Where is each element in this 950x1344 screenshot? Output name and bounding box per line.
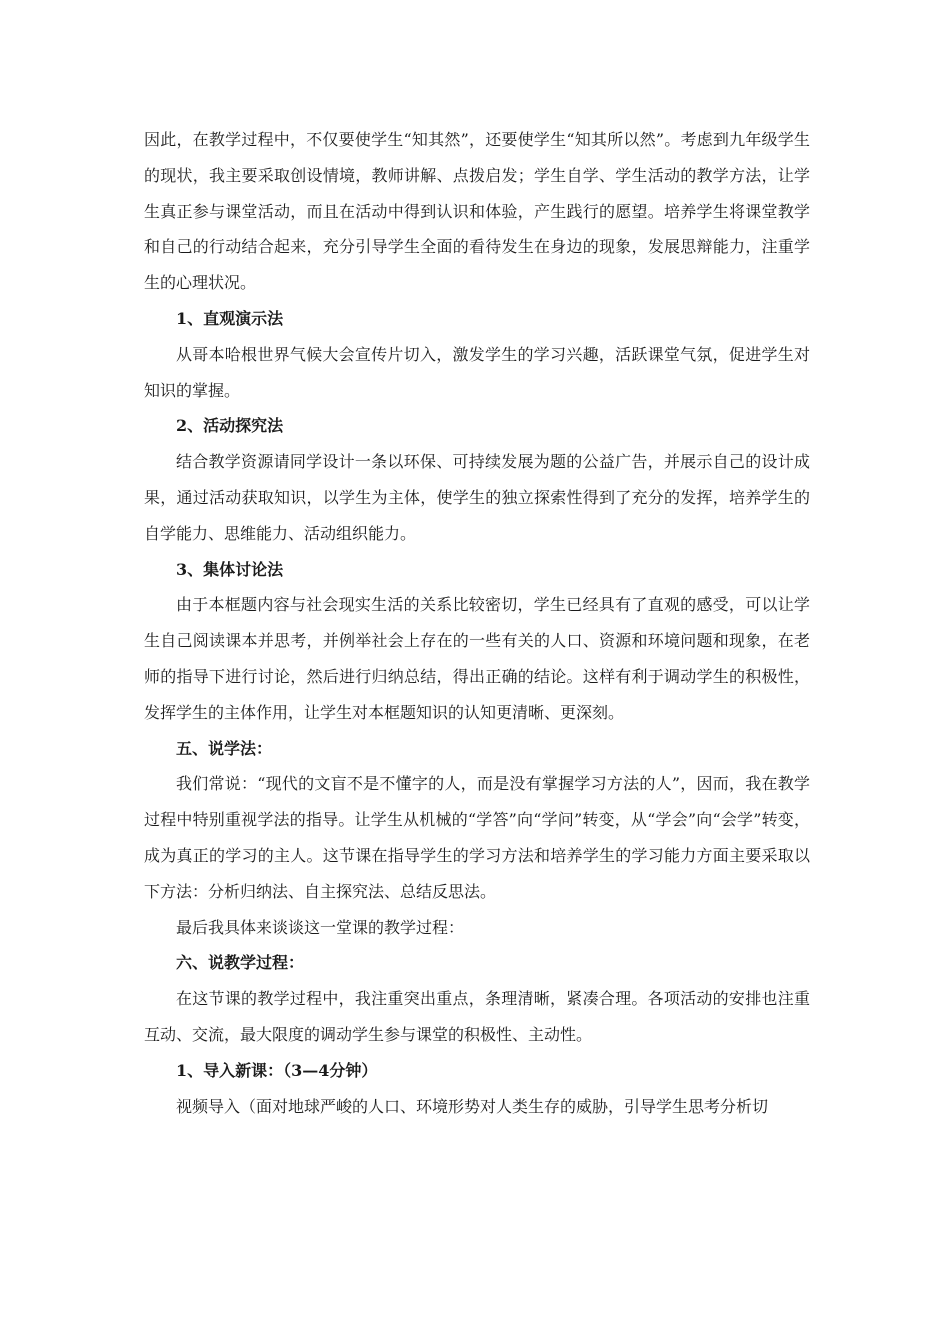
paragraph-learning-methods: 我们常说：“现代的文盲不是不懂字的人，而是没有掌握学习方法的人”，因而，我在教学过程中特别重视学法的指导。让学生从机械的“学答”向“学问”转变，从“学会”向“会学”转变，成为真正的学习的主人。这节课在指导学生的学习方法和培养学生的学习能力方面主要采取以下方法：分析归纳法、自主探究法、总结反思法。 — [144, 774, 810, 901]
paragraph-teaching-process: 在这节课的教学过程中，我注重突出重点，条理清晰，紧凑合理。各项活动的安排也注重互动、交流，最大限度的调动学生参与课堂的积极性、主动性。 — [144, 989, 810, 1044]
paragraph-new-lesson-intro: 视频导入（面对地球严峻的人口、环境形势对人类生存的威胁，引导学生思考分析切 — [176, 1096, 769, 1116]
document-page — [144, 122, 810, 1124]
paragraph-teaching-process-intro: 最后我具体来谈谈这一堂课的教学过程： — [176, 917, 465, 937]
heading-group-discussion: 3、集体讨论法 — [176, 559, 284, 579]
heading-activity-exploration: 2、活动探究法 — [176, 416, 284, 436]
heading-learning-methods: 五、说学法： — [176, 738, 273, 758]
paragraph-group-discussion: 由于本框题内容与社会现实生活的关系比较密切，学生已经具有了直观的感受，可以让学生自己阅读课本并思考，并例举社会上存在的一些有关的人口、资源和环境问题和现象，在老师的指导下进行讨论，然后进行归纳总结，得出正确的结论。这样有利于调动学生的积极性，发挥学生的主体作用，让学生对本框题知识的认知更清晰、更深刻。 — [144, 595, 810, 722]
heading-intuitive-demonstration: 1、直观演示法 — [176, 308, 284, 328]
intro-paragraph: 因此，在教学过程中，不仅要使学生“知其然”，还要使学生“知其所以然”。考虑到九年级学生的现状，我主要采取创设情境，教师讲解、点拨启发；学生自学、学生活动的教学方法，让学生真正参与课堂活动，而且在活动中得到认识和体验，产生践行的愿望。培养学生将课堂教学和自己的行动结合起来，充分引导学生全面的看待发生在身边的现象，发展思辩能力，注重学生的心理状况。 — [144, 130, 810, 293]
paragraph-activity-exploration: 结合教学资源请同学设计一条以环保、可持续发展为题的公益广告，并展示自己的设计成果，通过活动获取知识，以学生为主体，使学生的独立探索性得到了充分的发挥，培养学生的自学能力、思维能力、活动组织能力。 — [144, 452, 810, 543]
heading-teaching-process: 六、说教学过程： — [176, 953, 305, 973]
heading-new-lesson-intro: 1、导入新课：（3—4分钟） — [176, 1060, 378, 1080]
paragraph-intuitive-demonstration: 从哥本哈根世界气候大会宣传片切入，激发学生的学习兴趣，活跃课堂气氛，促进学生对知识的掌握。 — [144, 344, 810, 400]
